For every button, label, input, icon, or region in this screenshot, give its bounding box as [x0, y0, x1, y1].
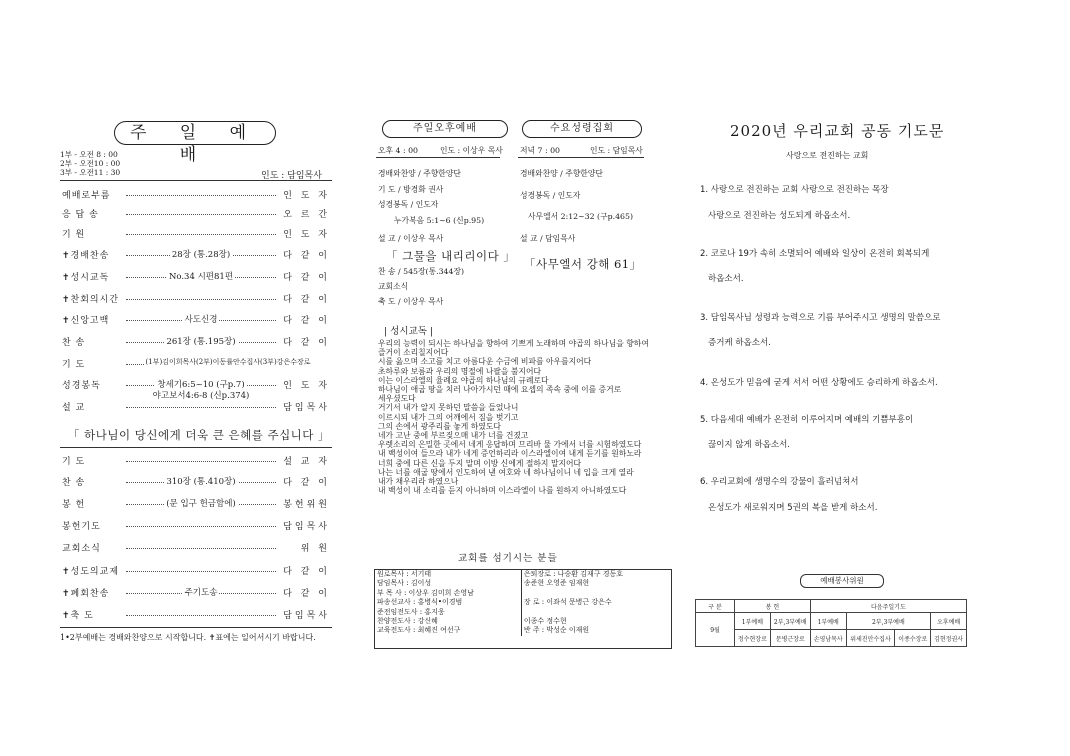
reading-line: 즐거이 소리칠지어다: [378, 348, 449, 358]
prayer-line: 1. 사랑으로 전진하는 교회 사랑으로 전진하는 목장: [700, 185, 889, 195]
prayer-line: 증거케 하옵소서.: [708, 338, 771, 348]
reading-line: 초하루와 보름과 우리의 명절에 나팔을 불지어다: [378, 366, 542, 376]
order-item: [62, 586, 330, 598]
reading-line: 세우셨도다: [378, 394, 416, 404]
service-subheader: 2부,3부예배: [770, 613, 810, 630]
dot-leader: [126, 195, 276, 196]
service-month: 9월: [696, 613, 735, 647]
service-name: 손영남목사: [810, 630, 846, 647]
divider: [376, 157, 500, 158]
order-item: [62, 519, 330, 531]
reading-line: 내 백성이여 들으라 내가 네게 증언하리라 이스라엘이여 내게 듣기를 원하노라: [378, 449, 642, 459]
footnote: 1•2부예배는 경배와찬양으로 시작합니다. ✝표에는 일어서시기 바랍니다.: [60, 633, 316, 642]
wednesday-sermon: 「사무엘서 강해 61」: [524, 257, 642, 271]
office-cell: 준전임전도사 : 홍지웅: [377, 607, 445, 616]
prayer-line: 사랑으로 전진하는 성도되게 하옵소서.: [708, 211, 851, 221]
wednesday-title: 수요성령집회: [522, 120, 642, 138]
order-detail: [126, 313, 276, 325]
order-label: 기 원: [62, 230, 86, 240]
office-cell: 이종수 정수현: [521, 617, 671, 626]
service-subheader: 1부예배: [810, 613, 846, 630]
order-detail: [126, 335, 276, 347]
order-item: [62, 335, 330, 347]
reading-line: 네가 고난 중에 부르짖으매 내가 너를 건졌고: [378, 431, 529, 441]
order-detail-text: (문 입구 헌금함에): [166, 499, 236, 509]
order-label: ✝신앙고백: [62, 316, 110, 326]
order-label: ✝성도의교제: [62, 567, 120, 577]
prayer-line: 5. 다음세대 예배가 온전히 이루어지며 예배의 기쁨부흥이: [700, 415, 914, 425]
reading-title: | 성시교독 |: [384, 326, 434, 337]
order-detail: [126, 497, 276, 509]
order-label: ✝찬회의시간: [62, 295, 120, 305]
order-detail: [126, 248, 276, 260]
order-leader: 인 도 자: [283, 230, 330, 240]
office-cell: 은퇴장로 : 나승환 김재구 경동호: [521, 570, 671, 579]
divider: [518, 157, 644, 158]
afternoon-sermon: 「 그물을 내리리이다 」: [386, 249, 516, 263]
afternoon-item: 누가복음 5:1~6 (신p.95): [394, 216, 485, 225]
prayer-line: 온성도가 새로워지며 5권의 복을 받게 하소서.: [708, 503, 878, 513]
order-item: [62, 608, 330, 620]
dot-leader: [126, 234, 276, 235]
order-label: 설 교: [62, 403, 86, 413]
service-name: 문병근장로: [770, 630, 810, 647]
service-header: 다음주일기도: [810, 600, 966, 613]
order-detail: [126, 475, 276, 487]
afternoon-title: 주일오후예배: [382, 120, 508, 138]
order-item: [62, 454, 330, 466]
dot-leader: [126, 615, 276, 616]
prayer-subtitle: 사랑으로 전진하는 교회: [786, 151, 869, 160]
order-label: 성경봉독: [62, 381, 101, 391]
office-cell: 담임목사 : 김이성: [377, 579, 432, 588]
afternoon-item: 기 도 / 방경화 권사: [378, 185, 444, 194]
order-leader: 다 같 이: [283, 273, 330, 283]
service-name: 김현정권사: [931, 630, 967, 647]
wednesday-time: 저녁 7 : 00: [520, 146, 561, 155]
afternoon-presider: 인도 : 이상우 목사: [440, 146, 503, 155]
order-item: [62, 357, 330, 369]
schedule-line: 2부 - 오전10 : 00: [60, 158, 121, 168]
service-subheader: 오후예배: [931, 613, 967, 630]
reading-line: 거기서 내가 알지 못하던 말씀을 들었나니: [378, 403, 519, 413]
service-subheader: 2부,3부예배: [846, 613, 931, 630]
office-cell: 반 주 : 박성순 이재원: [521, 626, 671, 635]
dot-leader: [126, 214, 276, 215]
afternoon-time: 오후 4 : 00: [378, 146, 419, 155]
afternoon-item: 경배와찬양 / 주향한양단: [378, 169, 461, 178]
dot-leader: [126, 461, 276, 462]
reading-line: 나는 너를 애굽 땅에서 인도하여 낸 여호와 네 하나님이니 네 입을 크게 열라: [378, 467, 634, 477]
order-label: ✝폐회찬송: [62, 589, 110, 599]
order-leader: 다 같 이: [283, 316, 330, 326]
order-label: 교회소식: [62, 544, 101, 554]
office-table: [375, 570, 671, 636]
wednesday-item: 설 교 / 담임목사: [520, 234, 576, 243]
order-label: ✝경배찬송: [62, 251, 110, 261]
prayer-title: 2020년 우리교회 공동 기도문: [730, 122, 945, 140]
office-row: [375, 570, 671, 579]
divider: [60, 180, 332, 181]
reading-line: 내가 채우리라 하였으나: [378, 477, 459, 487]
reading-line: 시를 읊으며 소고를 치고 아름다운 수금에 비파를 아우를지어다: [378, 357, 592, 367]
order-item: [62, 564, 330, 576]
sunday-schedule: [60, 151, 120, 177]
office-cell: 찬양전도사 : 강신혜: [377, 617, 438, 626]
order-label: 응 답 송: [62, 210, 99, 220]
order-label: ✝성시교독: [62, 273, 110, 283]
office-row: [375, 626, 671, 635]
order-leader: 인 도 자: [283, 191, 330, 201]
order-leader: 봉헌위원: [283, 500, 330, 510]
office-cell: [521, 589, 671, 598]
wednesday-item: 성경봉독 / 인도자: [520, 191, 581, 200]
office-cell: 부 목 사 : 이상우 김미희 손영남: [377, 588, 474, 597]
order-item: [62, 313, 330, 325]
order-leader: 담임목사: [283, 522, 330, 532]
reading-line: 이는 이스라엘의 율례요 야곱의 하나님의 규례로다: [378, 375, 549, 385]
service-name: 위세진안수집사: [846, 630, 895, 647]
office-row: [375, 579, 671, 588]
order-leader: 인 도 자: [283, 381, 330, 391]
order-item: [62, 227, 330, 239]
sunday-slogan: 「 하나님이 당신에게 더욱 큰 은혜를 주십니다 」: [68, 428, 331, 442]
dot-leader: [126, 299, 276, 300]
order-item: [62, 270, 330, 282]
prayer-line: 2. 코로나 19가 속히 소멸되어 예배와 일상이 온전히 회복되게: [700, 249, 930, 259]
order-label: 예배로부름: [62, 191, 111, 201]
order-detail-text: 창세기6:5~10 (구p.7): [157, 380, 245, 390]
order-item: [62, 207, 330, 219]
order-leader: 오 르 간: [283, 210, 330, 220]
order-detail-text: 28장 (통.28장): [171, 250, 231, 260]
order-leader: 다 같 이: [283, 567, 330, 577]
schedule-line: 3부 - 오전11 : 30: [60, 167, 121, 177]
afternoon-item: 교회소식: [378, 282, 409, 291]
order-item: [62, 188, 330, 200]
order-leader: 다 같 이: [283, 589, 330, 599]
dot-leader: [126, 571, 276, 572]
order-item: [62, 475, 330, 487]
office-cell: 교육전도사 : 최혜진 여선구: [377, 626, 461, 635]
schedule-line: 1부 - 오전 8 : 00: [60, 150, 118, 159]
sunday-title: 주 일 예 배: [114, 121, 276, 145]
office-box: [374, 569, 672, 649]
order-label: 찬 송: [62, 478, 86, 488]
order-detail-text: (1부)김이희목사(2부)이동률안수집사(3부)강은수장로: [145, 358, 311, 366]
service-name: 정수현장로: [735, 630, 771, 647]
prayer-line: 4. 온성도가 믿음에 굳게 서서 어떤 상황에도 승리하게 하옵소서.: [700, 378, 938, 388]
order-leader: 위 원: [300, 544, 330, 554]
office-cell: [521, 608, 671, 617]
divider: [60, 627, 332, 628]
office-cell: 파송선교사 : 홍병식•이경범: [377, 598, 463, 607]
order-detail-text: 사도신경: [184, 315, 218, 325]
office-cell: 장 로 : 이좌석 문병근 강은수: [521, 598, 671, 607]
wednesday-item: 사무엘서 2:12~32 (구p.465): [528, 212, 634, 221]
dot-leader: [126, 548, 276, 549]
prayer-line: 3. 담임목사님 성령과 능력으로 기름 부어주시고 생명의 말씀으로: [700, 313, 941, 323]
reading-line: 하나님이 애굽 땅을 치러 나아가시던 때에 요셉의 족속 중에 이를 증거로: [378, 385, 622, 395]
service-table: [695, 599, 967, 647]
afternoon-item: 찬 송 / 545장(통.344장): [378, 267, 465, 276]
prayer-line: 끊이지 않게 하옵소서.: [708, 440, 791, 450]
reading-line: 너희 중에 다른 신을 두지 말며 이방 신에게 절하지 말지어다: [378, 458, 582, 468]
office-row: [375, 589, 671, 598]
prayer-line: 하옵소서.: [708, 274, 744, 284]
order-item: [62, 248, 330, 260]
reading-line: 이르시되 내가 그의 어깨에서 짐을 벗기고: [378, 412, 519, 422]
order-item: [62, 400, 330, 412]
office-cell: 원로목사 : 서기태: [377, 570, 432, 578]
office-cell: 송준현 오영준 임재현: [521, 579, 671, 588]
sunday-presider: 인도 : 담임목사: [261, 171, 322, 181]
order-label: 기 도: [62, 360, 86, 370]
order-item: [62, 292, 330, 304]
order-detail-text: 261장 (통.195장): [166, 337, 236, 347]
prayer-line: 6. 우리교회에 생명수의 강물이 흘러넘쳐서: [700, 477, 859, 487]
order-detail-text: 주기도송: [184, 588, 218, 598]
order-label: 봉 헌: [62, 500, 86, 510]
service-header: 구 분: [696, 600, 735, 613]
reading-line: 우렛소리의 은밀한 곳에서 네게 응답하며 므리바 물 가에서 너를 시험하였도다: [378, 440, 642, 450]
reading-line: 우리의 능력이 되시는 하나님을 향하여 기쁘게 노래하며 야곱의 하나님을 향하여: [378, 339, 649, 348]
service-header: 봉 헌: [735, 600, 811, 613]
order-detail: [126, 357, 330, 367]
order-detail-text: No.34 시편81편: [168, 272, 234, 282]
order-detail: [126, 586, 276, 598]
office-row: [375, 608, 671, 617]
office-title: 교회를 섬기시는 분들: [458, 553, 558, 564]
wednesday-item: 경배와찬양 / 주향한양단: [520, 169, 603, 178]
order-item: [62, 497, 330, 509]
dot-leader: [126, 526, 276, 527]
order-detail-text: 야고보서4:6-8 (신p.374): [152, 391, 250, 401]
afternoon-item: 설 교 / 이상우 목사: [378, 234, 444, 243]
order-leader: 다 같 이: [283, 251, 330, 261]
order-item: [62, 541, 330, 553]
wednesday-presider: 인도 : 담임목사: [590, 146, 643, 155]
service-subheader: 1부예배: [735, 613, 771, 630]
order-leader: 다 같 이: [283, 338, 330, 348]
reading-text: [378, 339, 673, 495]
order-detail-text: 310장 (통.410장): [166, 477, 236, 487]
divider: [60, 447, 332, 448]
order-label: 찬 송: [62, 338, 86, 348]
order-detail: [126, 270, 276, 282]
service-name: 이종수장로: [895, 630, 931, 647]
order-label: 기 도: [62, 457, 86, 467]
office-row: [375, 598, 671, 607]
afternoon-item: 축 도 / 이상우 목사: [378, 297, 444, 306]
afternoon-item: 성경봉독 / 인도자: [378, 200, 439, 209]
reading-line: 내 백성이 내 소리를 듣지 아니하며 이스라엘이 나를 원하지 아니하였도다: [378, 486, 627, 496]
order-leader: 담임목사: [283, 403, 330, 413]
order-leader: 다 같 이: [283, 295, 330, 305]
service-title: 예배봉사위원: [800, 574, 884, 588]
order-leader: 다 같 이: [283, 478, 330, 488]
order-leader: 설 교 자: [283, 457, 330, 467]
order-leader: 담임목사: [283, 611, 330, 621]
order-label: ✝축 도: [62, 611, 94, 621]
reading-line: 그의 손에서 광주리를 놓게 하였도다: [378, 421, 501, 431]
dot-leader: [126, 407, 276, 408]
order-label: 봉헌기도: [62, 522, 101, 532]
